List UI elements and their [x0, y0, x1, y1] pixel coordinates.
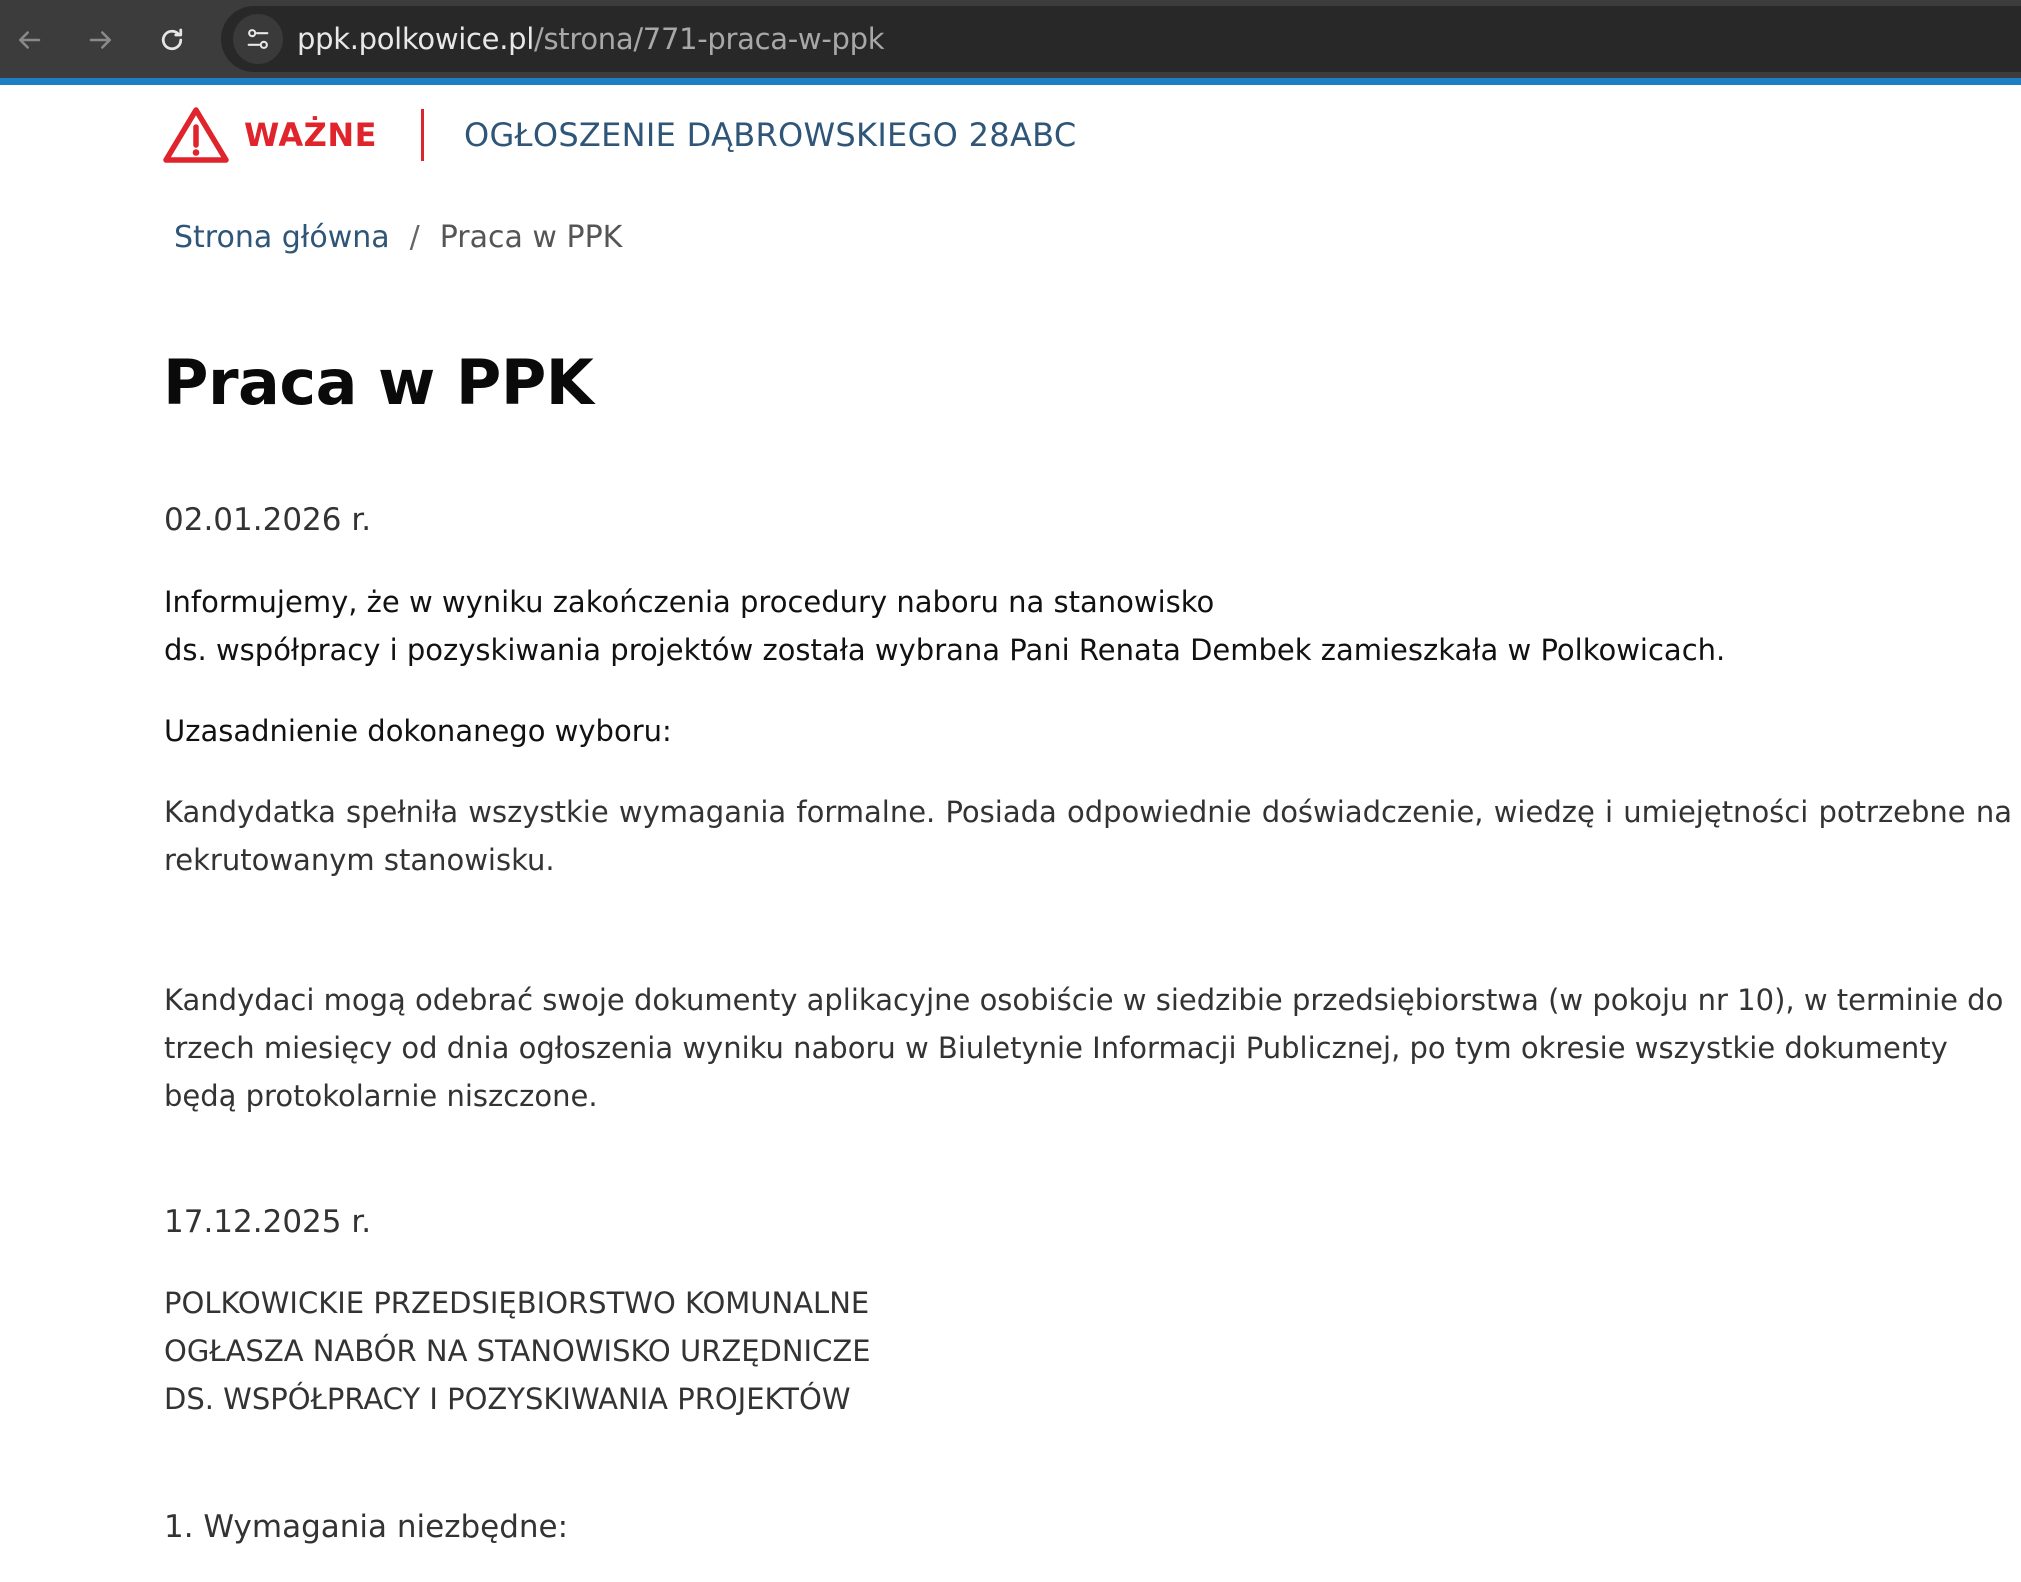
announcement-line-1: POLKOWICKIE PRZEDSIĘBIORSTWO KOMUNALNE: [164, 1286, 870, 1320]
justification-paragraph: Kandydatka spełniła wszystkie wymagania formalne. Posiada odpowiednie doświadczenie, wiedzę i umiejętności potrzebne na rekrutowanym stanowisku.: [164, 795, 2012, 877]
url-host: ppk.polkowice.pl: [297, 22, 534, 56]
important-alert[interactable]: [162, 104, 1076, 166]
site-info-button[interactable]: [233, 14, 283, 64]
announcement-date: 02.01.2026 r.: [164, 502, 372, 538]
url-text[interactable]: [297, 22, 884, 56]
back-button[interactable]: [6, 17, 52, 63]
announcement-line-3: DS. WSPÓŁPRACY I POZYSKIWANIA PROJEKTÓW: [164, 1382, 851, 1416]
breadcrumb-separator: /: [409, 220, 420, 255]
warning-icon: [162, 105, 230, 165]
alert-divider: [421, 109, 424, 161]
reload-icon: [157, 25, 187, 55]
justification-heading: Uzasadnienie dokonanego wyboru:: [164, 714, 672, 748]
alert-message-link[interactable]: OGŁOSZENIE DĄBROWSKIEGO 28ABC: [463, 116, 1077, 154]
forward-button[interactable]: [78, 17, 124, 63]
reload-button[interactable]: [149, 17, 195, 63]
tune-icon: [244, 25, 272, 53]
arrow-left-icon: [14, 25, 44, 55]
announcement-line-2: OGŁASZA NABÓR NA STANOWISKO URZĘDNICZE: [164, 1334, 871, 1368]
announcement-date: 17.12.2025 r.: [164, 1204, 372, 1240]
requirements-heading: 1. Wymagania niezbędne:: [164, 1509, 569, 1545]
breadcrumb: [174, 220, 622, 255]
address-bar[interactable]: [221, 6, 2021, 72]
breadcrumb-current: Praca w PPK: [439, 220, 623, 255]
breadcrumb-home-link[interactable]: Strona główna: [174, 220, 390, 255]
alert-label: WAŻNE: [244, 116, 377, 154]
info-line-2: ds. współpracy i pozyskiwania projektów została wybrana Pani Renata Dembek zamieszkała w Polkowicach.: [164, 633, 1726, 667]
info-line-1: Informujemy, że w wyniku zakończenia procedury naboru na stanowisko: [164, 585, 1215, 619]
url-path: /strona/771-praca-w-ppk: [534, 22, 885, 56]
page-title: Praca w PPK: [163, 346, 594, 419]
browser-toolbar: [0, 0, 2021, 85]
documents-paragraph: Kandydaci mogą odebrać swoje dokumenty aplikacyjne osobiście w siedzibie przedsiębiorstwa (w pokoju nr 10), w terminie do trzech miesięcy od dnia ogłoszenia wyniku naboru w Biuletynie Informacji Publicznej, po tym okresie wszystkie dokumenty będą protokolarnie niszczone.: [164, 983, 2004, 1113]
arrow-right-icon: [86, 25, 116, 55]
